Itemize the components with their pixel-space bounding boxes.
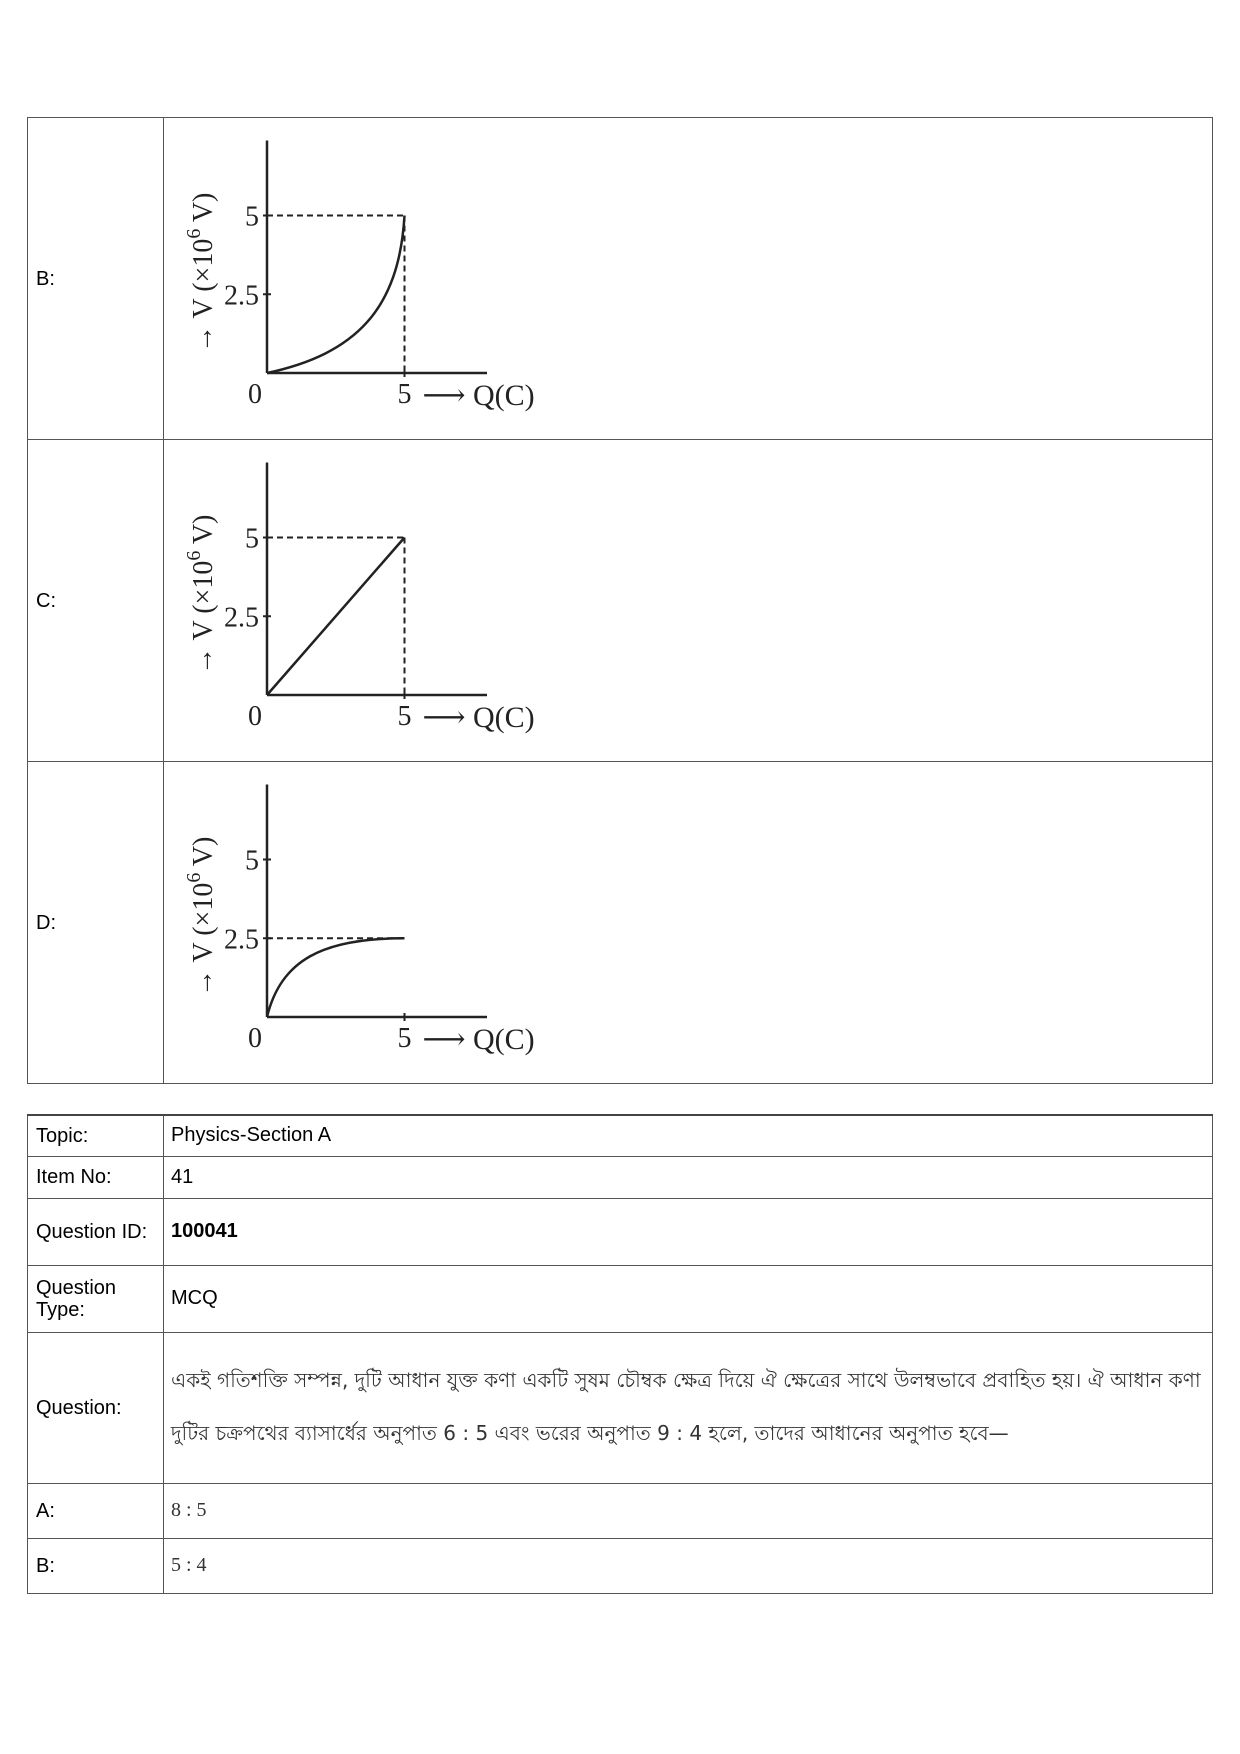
x-axis-arrow: ⟶ — [422, 379, 474, 412]
item-label: Item No: — [28, 1156, 164, 1198]
topic-value: Physics-Section A — [164, 1115, 1213, 1156]
y-axis-label-end: V) — [188, 192, 219, 229]
answer-label-a: A: — [28, 1483, 164, 1538]
x-tick-label: 0 — [248, 701, 262, 732]
data-curve — [267, 938, 405, 1017]
topic-label: Topic: — [28, 1115, 164, 1156]
x-tick-label: 5 — [397, 379, 412, 410]
x-axis-label — [423, 379, 535, 412]
y-axis-label-sup: 6 — [183, 872, 205, 883]
option-graph-cell — [164, 118, 1213, 440]
y-axis-arrow: → — [188, 318, 219, 353]
y-axis-label-end: V) — [188, 836, 219, 873]
y-axis-label-sup: 6 — [183, 228, 205, 239]
options-graph-table — [27, 117, 1213, 1084]
option-row-d — [28, 762, 1213, 1084]
x-axis-label-text: Q(C) — [473, 1023, 535, 1056]
x-axis-label — [423, 701, 535, 734]
option-row-b — [28, 118, 1213, 440]
question-id-label: Question ID: — [28, 1198, 164, 1265]
x-tick-label: 0 — [248, 379, 262, 410]
data-curve — [267, 216, 405, 374]
question-row — [28, 1332, 1213, 1483]
question-type-label: Question Type: — [28, 1265, 164, 1332]
x-axis-arrow: ⟶ — [422, 1023, 474, 1056]
y-axis-label — [183, 193, 219, 353]
answer-value-a: 8 : 5 — [164, 1483, 1213, 1538]
option-row-c — [28, 440, 1213, 762]
y-tick-label: 5 — [245, 201, 259, 233]
data-curve — [267, 538, 405, 696]
option-label: D: — [28, 762, 164, 1084]
question-text: একই গতিশক্তি সম্পন্ন, দুটি আধান যুক্ত কণা একটি সুষম চৌম্বক ক্ষেত্র দিয়ে ঐ ক্ষেত্রের সাথে উলম্বভাবে প্রবাহিত হয়। ঐ আধান কণা দুটির চক্রপথের ব্যাসার্ধের অনুপাত 6 : 5 এবং ভরের অনুপাত 9 : 4 হলে, তাদের আধানের অনুপাত হবে— — [164, 1332, 1213, 1483]
y-axis-label-sup: 6 — [183, 550, 205, 561]
y-axis-label-text: V (×10 — [188, 560, 219, 641]
x-axis-arrow: ⟶ — [422, 701, 474, 734]
y-axis-label-end: V) — [188, 514, 219, 551]
graph-option-c — [164, 440, 584, 756]
x-axis-label-text: Q(C) — [473, 379, 535, 412]
y-axis-arrow: → — [188, 640, 219, 675]
item-value: 41 — [164, 1156, 1213, 1198]
question-meta-table — [27, 1114, 1213, 1594]
answer-label-b: B: — [28, 1538, 164, 1593]
question-id-row — [28, 1198, 1213, 1265]
x-tick-label: 0 — [248, 1023, 262, 1054]
answer-row-a — [28, 1483, 1213, 1538]
y-axis-label — [183, 837, 219, 997]
option-graph-cell — [164, 762, 1213, 1084]
y-axis-label-text: V (×10 — [188, 238, 219, 319]
y-tick-label: 5 — [245, 523, 259, 555]
y-tick-label: 2.5 — [224, 924, 259, 956]
topic-row — [28, 1115, 1213, 1156]
y-tick-label: 2.5 — [224, 602, 259, 634]
item-row — [28, 1156, 1213, 1198]
question-type-value: MCQ — [164, 1265, 1213, 1332]
y-tick-label: 2.5 — [224, 280, 259, 312]
answer-value-b: 5 : 4 — [164, 1538, 1213, 1593]
y-tick-label: 5 — [245, 845, 259, 877]
x-tick-label: 5 — [397, 1023, 412, 1054]
y-axis-label — [183, 515, 219, 675]
option-graph-cell — [164, 440, 1213, 762]
graph-option-d — [164, 762, 584, 1078]
question-id-value: 100041 — [164, 1198, 1213, 1265]
x-axis-label-text: Q(C) — [473, 701, 535, 734]
option-label: C: — [28, 440, 164, 762]
x-tick-label: 5 — [397, 701, 412, 732]
x-axis-label — [423, 1023, 535, 1056]
graph-option-b — [164, 118, 584, 434]
question-type-row — [28, 1265, 1213, 1332]
option-label: B: — [28, 118, 164, 440]
question-label: Question: — [28, 1332, 164, 1483]
answer-row-b — [28, 1538, 1213, 1593]
y-axis-label-text: V (×10 — [188, 882, 219, 963]
y-axis-arrow: → — [188, 962, 219, 997]
